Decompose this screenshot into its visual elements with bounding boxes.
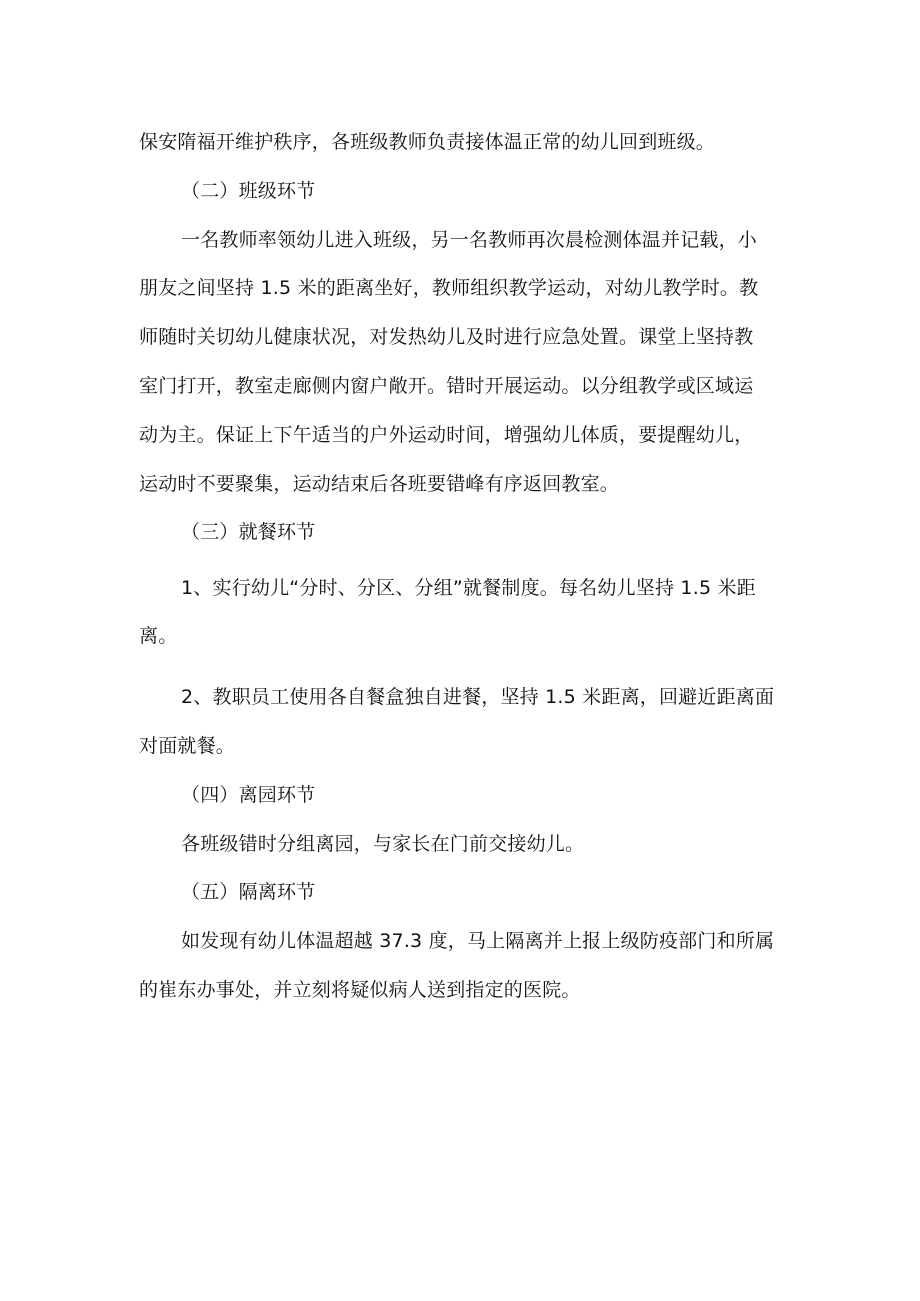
paragraph-line: 运动时不要聚集，运动结束后各班要错峰有序返回教室。 bbox=[139, 473, 620, 495]
paragraph-line: 2、教职员工使用各自餐盒独自进餐，坚持 1.5 米距离，回避近距离面 bbox=[181, 686, 775, 708]
section-heading-isolation: （五）隔离环节 bbox=[181, 881, 316, 903]
paragraph-line: 动为主。保证上下午适当的户外运动时间，增强幼儿体质，要提醒幼儿， bbox=[139, 424, 754, 446]
paragraph-line: 如发现有幼儿体温超越 37.3 度，马上隔离并上报上级防疫部门和所属 bbox=[181, 930, 775, 952]
paragraph-line: 保安隋福开维护秩序，各班级教师负责接体温正常的幼儿回到班级。 bbox=[139, 131, 716, 153]
paragraph-line: 师随时关切幼儿健康状况，对发热幼儿及时进行应急处置。课堂上坚持教 bbox=[139, 326, 754, 348]
paragraph-line: 1、实行幼儿“分时、分区、分组”就餐制度。每名幼儿坚持 1.5 米距 bbox=[181, 577, 756, 599]
paragraph-line: 朋友之间坚持 1.5 米的距离坐好，教师组织教学运动，对幼儿教学时。教 bbox=[139, 277, 759, 299]
section-heading-departure: （四）离园环节 bbox=[181, 784, 316, 806]
paragraph-line: 对面就餐。 bbox=[139, 735, 236, 757]
paragraph-line: 室门打开，教室走廊侧内窗户敞开。错时开展运动。以分组教学或区域运 bbox=[139, 375, 754, 397]
paragraph-line: 一名教师率领幼儿进入班级，另一名教师再次晨检测体温并记载，小 bbox=[181, 229, 758, 251]
section-heading-dining: （三）就餐环节 bbox=[181, 521, 316, 543]
paragraph-line: 各班级错时分组离园，与家长在门前交接幼儿。 bbox=[181, 833, 585, 855]
section-heading-class: （二）班级环节 bbox=[181, 180, 316, 202]
paragraph-line: 离。 bbox=[139, 625, 178, 647]
paragraph-line: 的崔东办事处，并立刻将疑似病人送到指定的医院。 bbox=[139, 979, 581, 1001]
